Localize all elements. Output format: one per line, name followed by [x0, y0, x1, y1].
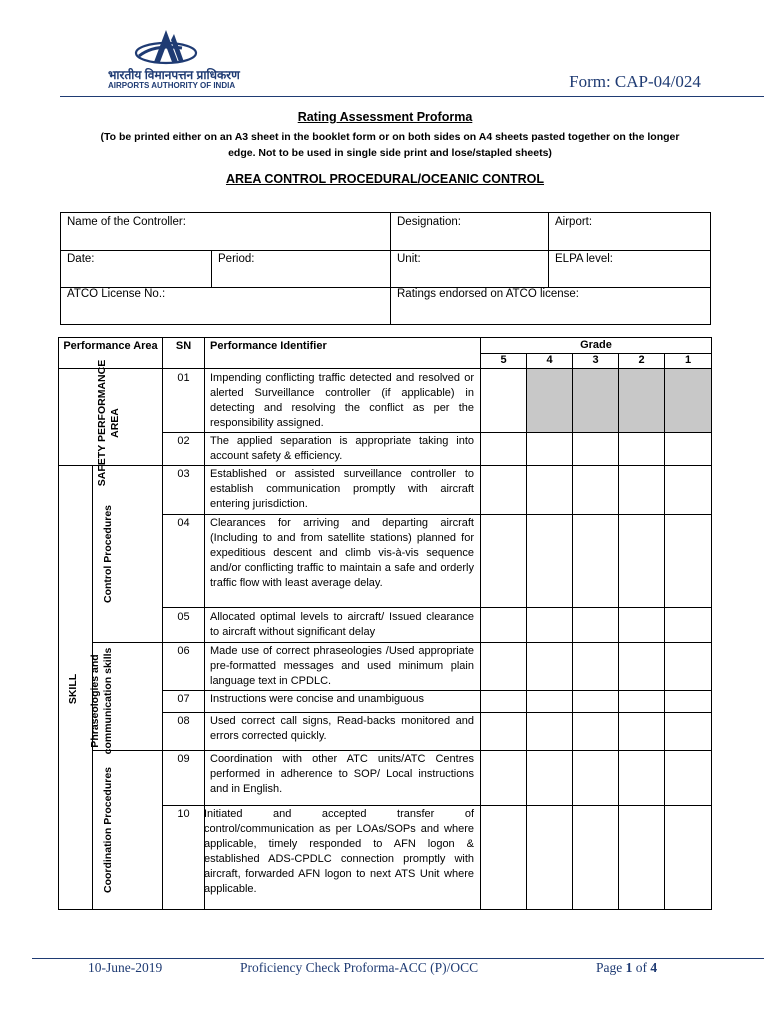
row-09-text: Coordination with other ATC units/ATC Centres performed in adherence to SOP/ Local instructions and in English. — [210, 753, 474, 795]
page-total: 4 — [650, 960, 658, 975]
performance-area-header: Performance Area — [63, 340, 158, 352]
page-current: 1 — [625, 960, 633, 975]
row-10-sn: 10 — [177, 808, 190, 820]
row-05-text: Allocated optimal levels to aircraft/ Issued clearance to aircraft without significant delay — [210, 611, 474, 638]
phraseologies-label: Phraseologies and communication skills — [89, 647, 114, 755]
designation-field[interactable]: Designation: — [397, 216, 461, 228]
row-05-sn: 05 — [177, 611, 190, 623]
controller-info-table — [60, 212, 711, 325]
section-title: AREA CONTROL PROCEDURAL/OCEANIC CONTROL — [225, 172, 545, 186]
row-03-text: Established or assisted surveillance controller to establish communication promptly with aircraft entering jurisdiction. — [210, 468, 474, 510]
sn-header: SN — [175, 340, 192, 352]
grade-5-header: 5 — [500, 354, 507, 366]
form-number: Form: CAP-04/024 — [569, 72, 701, 91]
row-07-text: Instructions were concise and unambiguous — [210, 693, 425, 705]
row-04-sn: 04 — [177, 517, 190, 529]
row-06-text: Made use of correct phraseologies /Used appropriate pre-formatted messages and used minimum plain language text in CPDLC. — [210, 645, 474, 687]
row-01-sn: 01 — [177, 372, 190, 384]
controller-name-field[interactable]: Name of the Controller: — [67, 216, 186, 228]
org-name-english: AIRPORTS AUTHORITY OF INDIA — [108, 81, 236, 90]
row-02-text: The applied separation is appropriate taking into account safety & efficiency. — [210, 435, 474, 462]
grade-1-header: 1 — [684, 354, 692, 366]
coordination-procedures-label: Coordination Procedures — [102, 767, 114, 894]
period-field[interactable]: Period: — [218, 253, 255, 265]
row-08-sn: 08 — [177, 715, 190, 727]
row-07-sn: 07 — [177, 693, 190, 705]
row-01-text: Impending conflicting traffic detected and resolved or alerted Surveillance controller (if applicable) in detecting and resolving the conflict as per the responsibility assigned. — [210, 372, 474, 429]
airport-field[interactable]: Airport: — [555, 216, 593, 228]
safety-area-label: SAFETY PERFORMANCE AREA — [96, 359, 121, 487]
unit-field[interactable]: Unit: — [397, 253, 421, 265]
row-04-text: Clearances for arriving and departing aircraft (Including to and from satellite stations) planned for expeditious descent and climb vis-à-vis sequence and/or conflicting traffic to maintain a safe and orderly traffic flow with least average delay. — [210, 517, 474, 589]
ratings-endorsed-field[interactable]: Ratings endorsed on ATCO license: — [397, 288, 579, 300]
atco-license-field[interactable]: ATCO License No.: — [67, 288, 166, 300]
skill-label: SKILL — [67, 673, 79, 705]
control-procedures-label: Control Procedures — [102, 504, 114, 604]
footer-date: 10-June-2019 — [88, 960, 163, 975]
footer-divider — [32, 958, 764, 959]
header-divider — [60, 96, 764, 97]
row-02-sn: 02 — [177, 435, 190, 447]
print-instructions: (To be printed either on an A3 sheet in the booklet form or on both sides on A4 sheets pasted together on the longer edge. Not to be used in single side print and lose/stapled sheets) — [100, 131, 680, 159]
org-name-hindi: भारतीय विमानपत्तन प्राधिकरण — [108, 68, 240, 82]
elpa-level-field[interactable]: ELPA level: — [555, 253, 613, 265]
page-label: Page — [596, 960, 623, 975]
assessment-table — [58, 337, 712, 910]
footer-title: Proficiency Check Proforma-ACC (P)/OCC — [240, 960, 479, 975]
page-of: of — [635, 960, 647, 975]
document-title: Rating Assessment Proforma — [297, 110, 473, 124]
grade-header: Grade — [580, 339, 612, 351]
grade-3-header: 3 — [592, 354, 599, 366]
date-field[interactable]: Date: — [67, 253, 95, 265]
row-09-sn: 09 — [177, 753, 190, 765]
grade-2-header: 2 — [638, 354, 645, 366]
grade-4-header: 4 — [546, 354, 553, 366]
performance-identifier-header: Performance Identifier — [210, 340, 327, 352]
row-10-text: Initiated and accepted transfer of control/communication as per LOAs/SOPs and where applicable, timely responded to AFN logon & established ADS-CPDLC connection promptly with aircraft, forwarded AFN logon to next ATS Unit where applicable. — [204, 808, 474, 895]
row-08-text: Used correct call signs, Read-backs monitored and errors corrected quickly. — [210, 715, 474, 742]
row-03-sn: 03 — [177, 468, 190, 480]
row-06-sn: 06 — [177, 645, 190, 657]
footer-page-number — [596, 960, 657, 976]
